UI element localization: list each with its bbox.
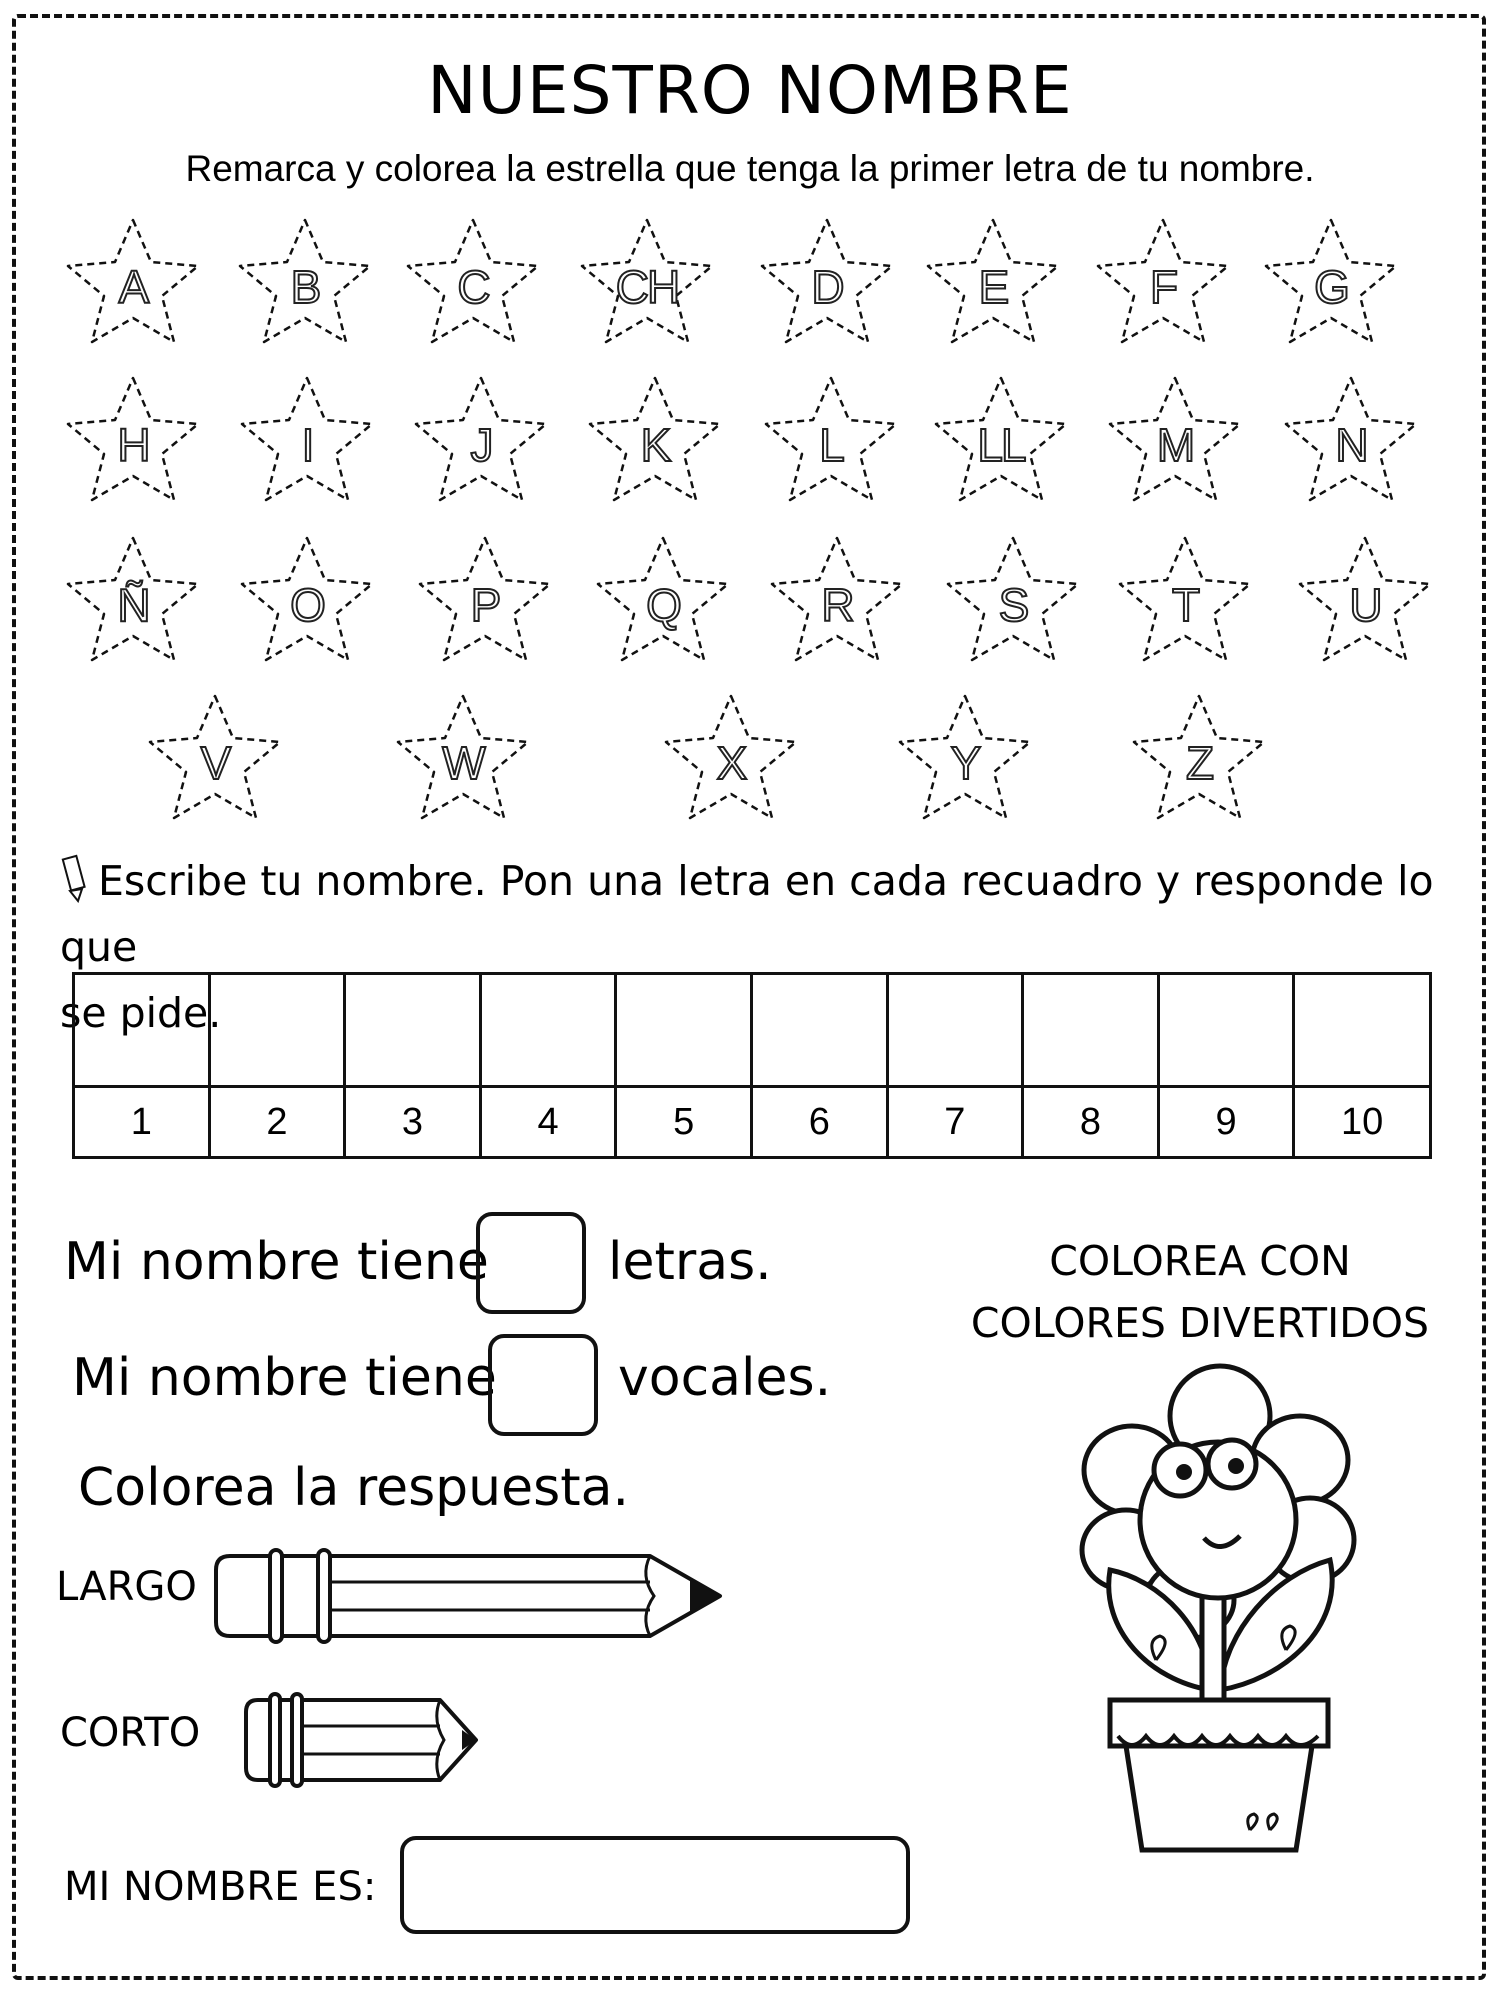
vowels-count-box[interactable] — [488, 1334, 598, 1436]
star-letter[interactable] — [656, 688, 806, 828]
my-name-box[interactable] — [400, 1836, 910, 1934]
star-letter-label: S — [998, 579, 1028, 631]
star-letter-label: O — [290, 579, 324, 631]
star-letter-label: N — [1335, 419, 1367, 471]
name-instruction-line2: se pide. — [60, 989, 222, 1037]
coloring-title — [940, 1230, 1460, 1354]
coloring-title-line2: COLORES DIVERTIDOS — [970, 1299, 1430, 1347]
star-letter[interactable] — [588, 530, 738, 670]
star-letter[interactable] — [406, 370, 556, 510]
star-letter[interactable] — [1256, 212, 1406, 352]
star-letter-label: M — [1156, 419, 1194, 471]
star-letter[interactable] — [1276, 370, 1426, 510]
letter-box[interactable] — [887, 974, 1023, 1087]
grid-number: 1 — [74, 1087, 210, 1158]
star-letter-label: B — [290, 261, 320, 313]
star-letter[interactable] — [58, 530, 208, 670]
star-letter-label: D — [811, 261, 843, 313]
star-letter[interactable] — [232, 530, 382, 670]
star-letter[interactable] — [398, 212, 548, 352]
grid-number: 4 — [480, 1087, 616, 1158]
star-letter-label: CH — [615, 261, 679, 313]
star-letter[interactable] — [918, 212, 1068, 352]
coloring-title-line1: COLOREA CON — [1049, 1237, 1351, 1285]
star-letter-label: Y — [950, 737, 980, 789]
star-letter[interactable] — [58, 370, 208, 510]
star-letter[interactable] — [388, 688, 538, 828]
star-letter-label: L — [819, 419, 843, 471]
star-letter-label: J — [470, 419, 492, 471]
star-letter-label: A — [118, 261, 148, 313]
letter-box[interactable] — [1158, 974, 1294, 1087]
star-letter-label: E — [978, 261, 1008, 313]
grid-number: 5 — [616, 1087, 752, 1158]
star-letter-label: W — [442, 737, 484, 789]
star-letter-label: G — [1314, 261, 1348, 313]
grid-number: 7 — [887, 1087, 1023, 1158]
star-letter-label: H — [117, 419, 149, 471]
short-pencil-icon[interactable] — [240, 1692, 480, 1788]
star-letter[interactable] — [1088, 212, 1238, 352]
vowels-question-suffix: vocales. — [618, 1348, 832, 1408]
long-pencil-icon[interactable] — [210, 1546, 730, 1646]
star-letter-label: K — [640, 419, 670, 471]
star-letter[interactable] — [232, 370, 382, 510]
name-instruction-line1: Escribe tu nombre. Pon una letra en cada recuadro y responde lo que — [60, 857, 1434, 971]
vowels-question-prefix: Mi nombre tiene — [72, 1348, 497, 1408]
star-letter-label: V — [200, 737, 230, 789]
star-letter-label: R — [821, 579, 853, 631]
star-letter[interactable] — [572, 212, 722, 352]
star-letter-label: Ñ — [117, 579, 149, 631]
letter-box[interactable] — [616, 974, 752, 1087]
stars-instruction: Remarca y colorea la estrella que tenga la primer letra de tu nombre. — [185, 148, 1315, 189]
star-letter[interactable] — [890, 688, 1040, 828]
star-letter-label: T — [1171, 579, 1199, 631]
flower-pot-illustration[interactable] — [1060, 1360, 1380, 1860]
star-letter-label: U — [1349, 579, 1381, 631]
grid-number: 9 — [1158, 1087, 1294, 1158]
star-letter-label: Z — [1185, 737, 1213, 789]
my-name-label: MI NOMBRE ES: — [64, 1864, 377, 1910]
letter-box[interactable] — [74, 974, 210, 1087]
star-letter-label: Q — [646, 579, 680, 631]
pencil-icon — [60, 853, 90, 903]
long-label: LARGO — [56, 1564, 197, 1610]
short-label: CORTO — [60, 1710, 201, 1756]
grid-number: 6 — [751, 1087, 887, 1158]
star-letter[interactable] — [140, 688, 290, 828]
name-letter-grid — [72, 972, 1432, 1159]
star-letter[interactable] — [58, 212, 208, 352]
letters-question-prefix: Mi nombre tiene — [64, 1232, 489, 1292]
star-letter-label: F — [1149, 261, 1177, 313]
star-letter[interactable] — [580, 370, 730, 510]
star-letter-label: P — [470, 579, 500, 631]
star-letter[interactable] — [1290, 530, 1440, 670]
star-letter[interactable] — [1124, 688, 1274, 828]
star-letter-label: I — [301, 419, 313, 471]
star-letter[interactable] — [752, 212, 902, 352]
letter-box[interactable] — [751, 974, 887, 1087]
letter-box[interactable] — [1294, 974, 1431, 1087]
color-answer-instruction: Colorea la respuesta. — [78, 1458, 630, 1518]
star-letter-label: C — [457, 261, 489, 313]
grid-number: 8 — [1023, 1087, 1159, 1158]
letter-box[interactable] — [1023, 974, 1159, 1087]
star-letter[interactable] — [762, 530, 912, 670]
star-letter[interactable] — [938, 530, 1088, 670]
letter-box[interactable] — [345, 974, 481, 1087]
star-letter[interactable] — [1100, 370, 1250, 510]
page-title: NUESTRO NOMBRE — [427, 52, 1073, 129]
star-letter-label: LL — [977, 419, 1025, 471]
letters-count-box[interactable] — [476, 1212, 586, 1314]
letter-box[interactable] — [209, 974, 345, 1087]
star-letter[interactable] — [926, 370, 1076, 510]
star-letter[interactable] — [756, 370, 906, 510]
grid-number: 3 — [345, 1087, 481, 1158]
grid-number: 10 — [1294, 1087, 1431, 1158]
grid-number: 2 — [209, 1087, 345, 1158]
star-letter[interactable] — [1110, 530, 1260, 670]
star-letter[interactable] — [410, 530, 560, 670]
letter-box[interactable] — [480, 974, 616, 1087]
star-letter[interactable] — [230, 212, 380, 352]
star-letter-label: X — [716, 737, 746, 789]
letters-question-suffix: letras. — [608, 1232, 772, 1292]
